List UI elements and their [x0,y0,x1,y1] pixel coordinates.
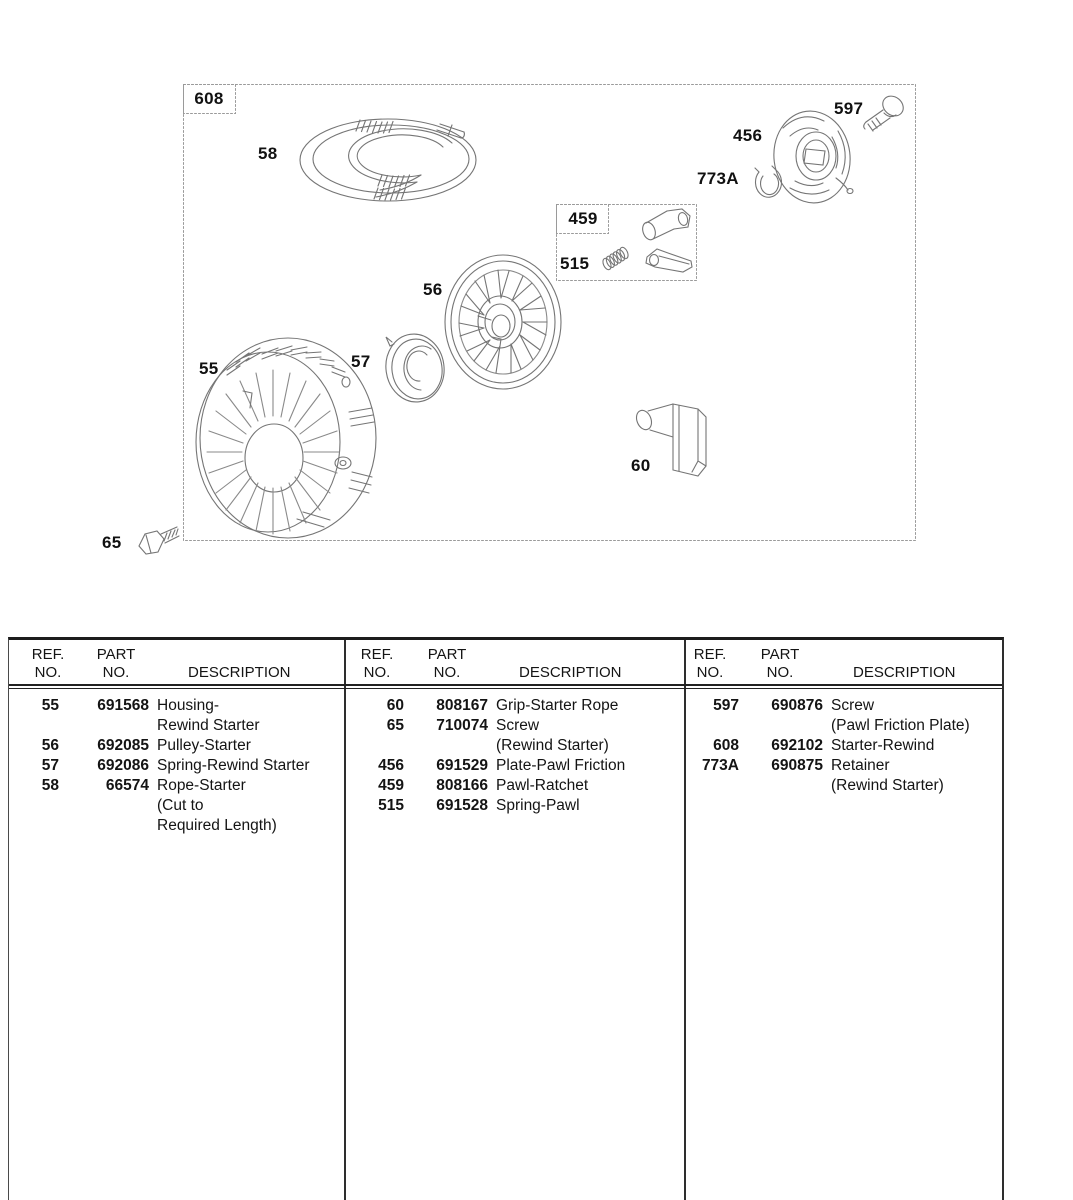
plate-pawl-friction-drawing [769,107,856,208]
ref-no-cell: 65 [386,717,404,734]
table-row [23,776,341,836]
ref-no-cell: 773A [701,757,739,774]
part-no-cell: 808166 [436,777,488,794]
description-cell: Screw (Rewind Starter) [496,717,609,754]
part-no-cell: 692085 [97,737,149,754]
ref-no-cell: 459 [378,777,404,794]
table-row [23,736,341,756]
screw-rewind-starter-drawing [139,527,179,554]
retainer-ring-drawing [755,166,781,197]
header-part-no: PART NO. [427,646,467,681]
table-row [685,696,1001,736]
table-row [356,756,678,776]
part-no-cell: 66574 [105,777,149,794]
description-cell: Rope-Starter (Cut to Required Length) [157,777,277,834]
header-description: DESCRIPTION [519,664,622,681]
description-cell: Spring-Pawl [496,797,580,814]
table-row [685,736,1001,756]
pawl-ratchet-drawing [641,209,692,272]
header-description: DESCRIPTION [853,664,956,681]
part-no-cell: 808167 [436,697,488,714]
callout-597: 597 [834,99,864,118]
part-no-cell: 691568 [97,697,149,714]
part-no-cell: 690875 [771,757,823,774]
callout-65: 65 [102,533,122,552]
ref-no-cell: 55 [41,697,59,714]
table-row [356,796,678,816]
description-cell: Pulley-Starter [157,737,251,754]
description-cell: Starter-Rewind [831,737,935,754]
description-cell: Housing- Rewind Starter [157,697,260,734]
part-no-cell: 691529 [436,757,488,774]
parts-list-table [8,637,1004,1200]
table-row [685,756,1001,796]
parts-column-2 [356,696,678,816]
ref-no-cell: 456 [378,757,404,774]
callout-58: 58 [258,144,278,163]
ref-no-cell: 57 [41,757,59,774]
table-row [23,696,341,736]
table-row [23,756,341,776]
callout-60: 60 [631,456,651,475]
ref-no-cell: 60 [386,697,404,714]
ref-no-cell: 597 [713,697,739,714]
description-cell: Grip-Starter Rope [496,697,619,714]
header-ref-no: REF. NO. [693,646,727,681]
callout-55: 55 [199,359,219,378]
part-no-cell: 692102 [771,737,823,754]
rope-starter-drawing [300,119,476,201]
column-divider [344,640,346,1200]
ref-no-cell: 56 [41,737,59,754]
description-cell: Plate-Pawl Friction [496,757,626,774]
part-no-cell: 692086 [97,757,149,774]
header-part-no: PART NO. [760,646,800,681]
description-cell: Retainer (Rewind Starter) [831,757,944,794]
callout-57: 57 [351,352,371,371]
screw-pawl-plate-drawing [864,92,907,131]
table-row [356,776,678,796]
table-row [356,716,678,756]
header-rule [9,684,1002,689]
spring-rewind-drawing [382,330,449,405]
parts-column-3 [685,696,1001,796]
description-cell: Spring-Rewind Starter [157,757,310,774]
spring-pawl-drawing [601,246,629,271]
callout-515: 515 [560,254,590,273]
ref-no-cell: 58 [41,777,59,794]
description-cell: Screw (Pawl Friction Plate) [831,697,970,734]
header-ref-no: REF. NO. [31,646,65,681]
callout-456: 456 [733,126,763,145]
pulley-starter-drawing [445,255,561,389]
housing-rewind-starter-drawing [196,338,376,538]
parts-column-1 [23,696,341,836]
header-ref-no: REF. NO. [360,646,394,681]
part-no-cell: 691528 [436,797,488,814]
callout-608: 608 [194,89,224,108]
callout-459: 459 [568,209,598,228]
table-row [356,696,678,716]
ref-no-cell: 515 [378,797,404,814]
part-no-cell: 710074 [436,717,488,734]
description-cell: Pawl-Ratchet [496,777,589,794]
header-part-no: PART NO. [96,646,136,681]
callout-56: 56 [423,280,443,299]
header-description: DESCRIPTION [188,664,291,681]
ref-no-cell: 608 [713,737,739,754]
callout-773a: 773A [697,169,739,188]
part-no-cell: 690876 [771,697,823,714]
